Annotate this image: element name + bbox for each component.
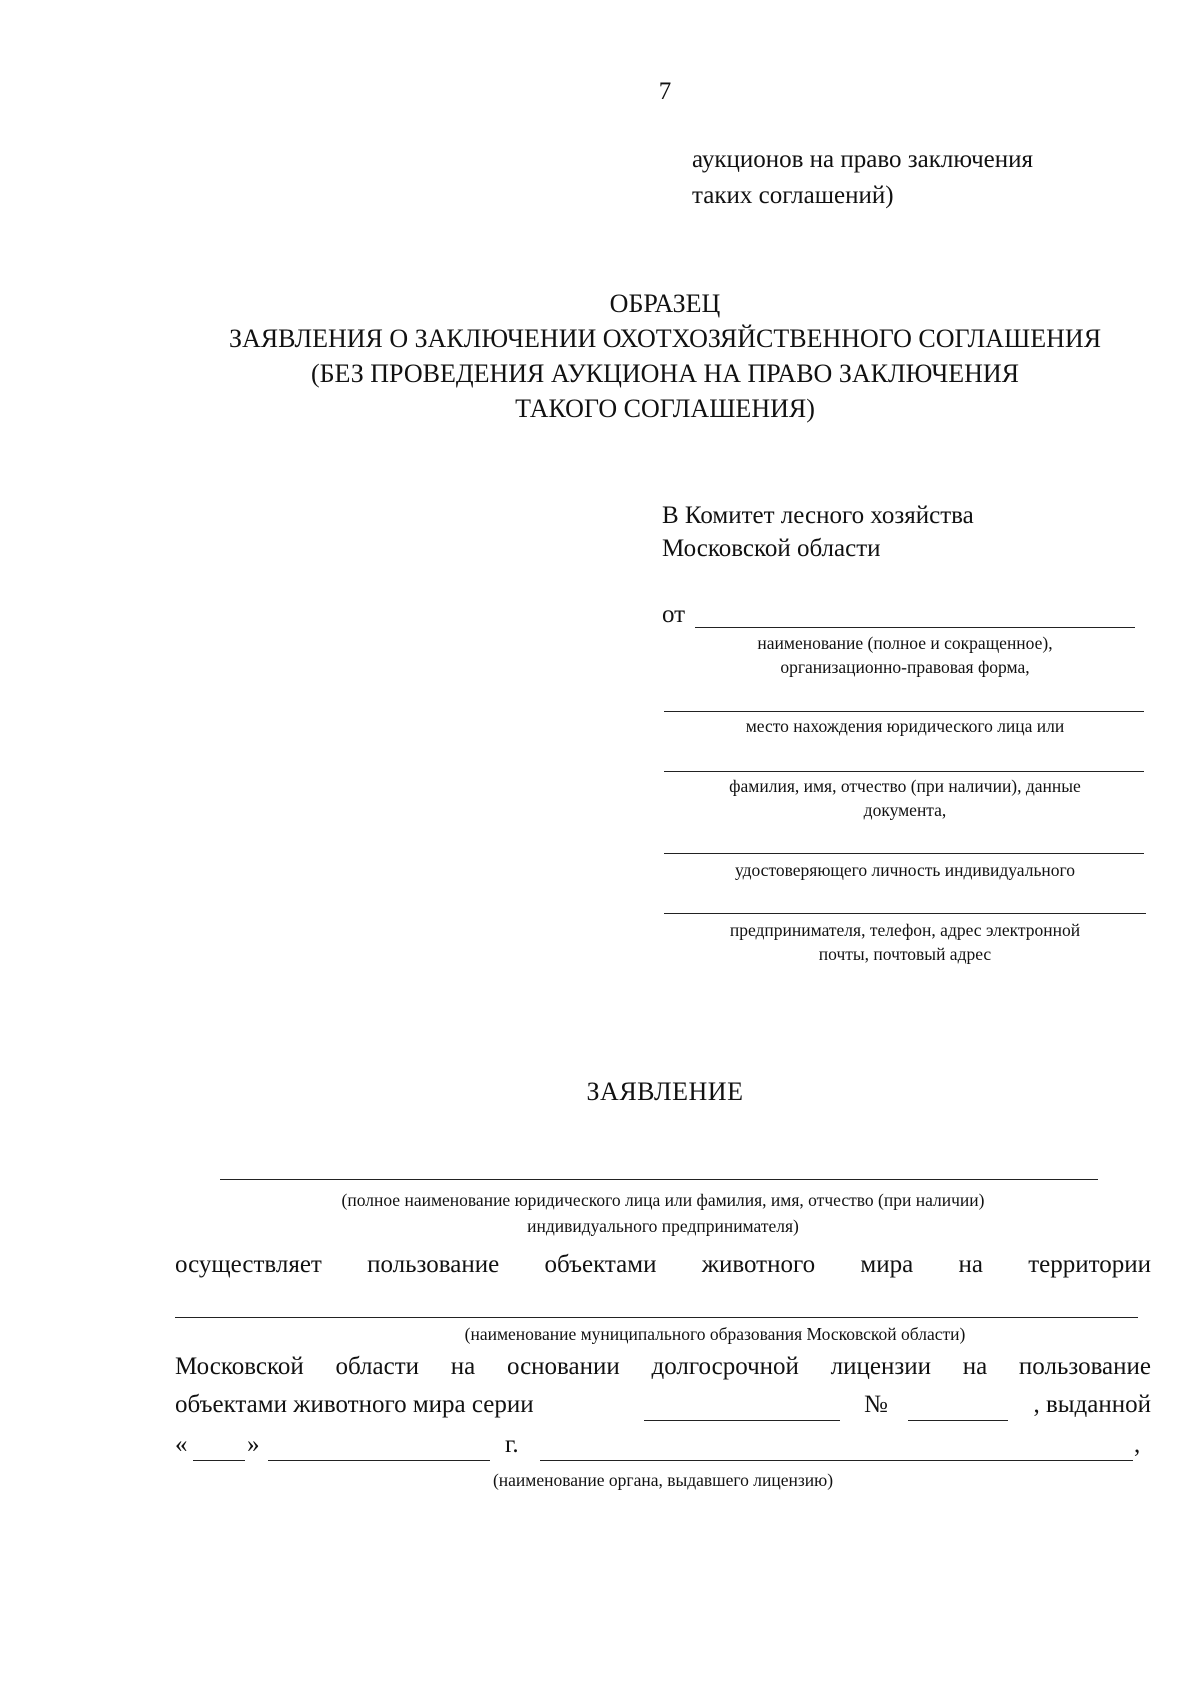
month-field[interactable]	[268, 1460, 490, 1461]
quote-close: »	[247, 1431, 260, 1458]
field-line-2[interactable]	[664, 771, 1144, 772]
issuing-authority-field[interactable]	[540, 1460, 1133, 1461]
quote-open: «	[175, 1431, 188, 1458]
word: территории	[1028, 1251, 1151, 1278]
number-sign: №	[864, 1391, 888, 1418]
word: животного	[701, 1251, 816, 1278]
page-number: 7	[658, 78, 672, 105]
word: осуществляет	[175, 1251, 322, 1278]
day-field[interactable]	[193, 1460, 245, 1461]
license-number-field[interactable]	[908, 1420, 1008, 1421]
note-applicant-2: индивидуального предпринимателя)	[527, 1216, 799, 1236]
note-municipality: (наименование муниципального образования Московской области)	[464, 1324, 966, 1344]
from-field-line[interactable]	[695, 627, 1135, 628]
field-line-4[interactable]	[664, 913, 1146, 914]
body-line-1	[175, 1251, 1151, 1279]
year-label: г.	[505, 1431, 519, 1458]
word: пользование	[367, 1251, 500, 1278]
note-fio-1: фамилия, имя, отчество (при наличии), данные	[729, 776, 1081, 796]
title-line-3: (БЕЗ ПРОВЕДЕНИЯ АУКЦИОНА НА ПРАВО ЗАКЛЮЧЕНИЯ	[310, 359, 1020, 388]
municipality-line[interactable]	[175, 1317, 1138, 1318]
word: объектами	[544, 1251, 657, 1278]
header-line-1: аукционов на право заключения	[692, 146, 1033, 173]
license-series-field[interactable]	[644, 1420, 840, 1421]
statement-title: ЗАЯВЛЕНИЕ	[586, 1077, 744, 1106]
note-authority: (наименование органа, выдавшего лицензию)	[492, 1470, 834, 1490]
applicant-name-line[interactable]	[220, 1179, 1098, 1180]
note-contacts-1: предпринимателя, телефон, адрес электронной	[729, 920, 1081, 940]
from-label: от	[662, 601, 686, 628]
line-comma: ,	[1134, 1431, 1141, 1458]
license-series-prefix: объектами животного мира серии	[175, 1391, 534, 1418]
note-applicant-1: (полное наименование юридического лица или фамилия, имя, отчество (при наличии)	[341, 1190, 985, 1210]
word: мира	[860, 1251, 914, 1278]
body-line-2: Московской области на основании долгосрочной лицензии на пользование	[175, 1353, 1151, 1380]
header-line-2: таких соглашений)	[692, 182, 894, 209]
note-fio-2: документа,	[863, 800, 947, 820]
issued-label: , выданной	[1033, 1391, 1151, 1418]
note-location: место нахождения юридического лица или	[745, 716, 1065, 736]
note-identity: удостоверяющего личность индивидуального	[734, 860, 1076, 880]
recipient-line-2: Московской области	[662, 535, 881, 562]
title-line-2: ЗАЯВЛЕНИЯ О ЗАКЛЮЧЕНИИ ОХОТХОЗЯЙСТВЕННОГО СОГЛАШЕНИЯ	[228, 324, 1102, 353]
note-name-1: наименование (полное и сокращенное),	[757, 633, 1053, 653]
field-line-1[interactable]	[664, 711, 1144, 712]
title-line-4: ТАКОГО СОГЛАШЕНИЯ)	[515, 394, 815, 423]
note-contacts-2: почты, почтовый адрес	[818, 944, 992, 964]
field-line-3[interactable]	[664, 853, 1144, 854]
body-line-3	[175, 1391, 1151, 1419]
recipient-line-1: В Комитет лесного хозяйства	[662, 502, 974, 529]
note-name-2: организационно-правовая форма,	[780, 657, 1030, 677]
word: на	[958, 1251, 983, 1278]
title-line-1: ОБРАЗЕЦ	[609, 289, 721, 318]
